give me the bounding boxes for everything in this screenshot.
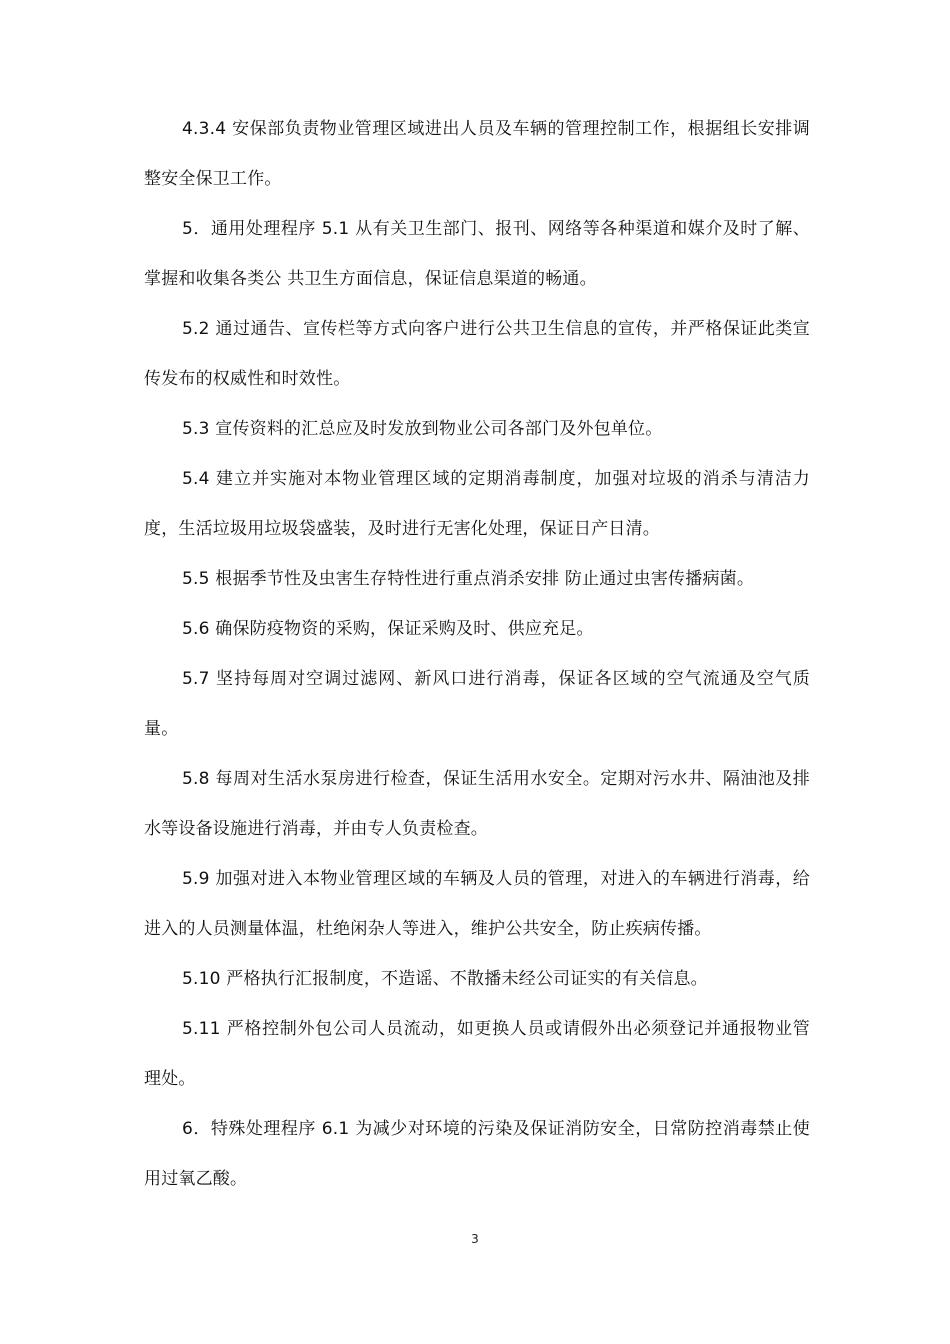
paragraph-5-2: 5.2 通过通告、宣传栏等方式向客户进行公共卫生信息的宣传，并严格保证此类宣传发布的权威性和时效性。 (144, 319, 810, 389)
paragraph-5-7: 5.7 坚持每周对空调过滤网、新风口进行消毒，保证各区域的空气流通及空气质量。 (144, 669, 810, 739)
paragraph-5-3: 5.3 宣传资料的汇总应及时发放到物业公司各部门及外包单位。 (182, 419, 663, 439)
paragraph-6-1: 6．特殊处理程序 6.1 为减少对环境的污染及保证消防安全，日常防控消毒禁止使用过氧乙酸。 (144, 1119, 810, 1189)
document-body (144, 104, 810, 1204)
paragraph-5-8: 5.8 每周对生活水泵房进行检查，保证生活用水安全。定期对污水井、隔油池及排水等设备设施进行消毒，并由专人负责检查。 (144, 769, 810, 839)
paragraph-5-9: 5.9 加强对进入本物业管理区域的车辆及人员的管理，对进入的车辆进行消毒，给进入的人员测量体温，杜绝闲杂人等进入，维护公共安全，防止疾病传播。 (144, 869, 810, 939)
paragraph-5-11: 5.11 严格控制外包公司人员流动，如更换人员或请假外出必须登记并通报物业管理处。 (144, 1019, 810, 1089)
paragraph-4-3-4: 4.3.4 安保部负责物业管理区域进出人员及车辆的管理控制工作，根据组长安排调整安全保卫工作。 (144, 119, 810, 189)
paragraph-5-4: 5.4 建立并实施对本物业管理区域的定期消毒制度，加强对垃圾的消杀与清洁力度，生活垃圾用垃圾袋盛装，及时进行无害化处理，保证日产日清。 (144, 469, 810, 539)
paragraph-5-5: 5.5 根据季节性及虫害生存特性进行重点消杀安排 防止通过虫害传播病菌。 (182, 569, 755, 589)
page-number: 3 (471, 1232, 479, 1246)
paragraph-5-1: 5．通用处理程序 5.1 从有关卫生部门、报刊、网络等各种渠道和媒介及时了解、掌握和收集各类公 共卫生方面信息，保证信息渠道的畅通。 (144, 219, 810, 289)
paragraph-5-6: 5.6 确保防疫物资的采购，保证采购及时、供应充足。 (182, 619, 594, 639)
paragraph-5-10: 5.10 严格执行汇报制度，不造谣、不散播未经公司证实的有关信息。 (182, 969, 708, 989)
